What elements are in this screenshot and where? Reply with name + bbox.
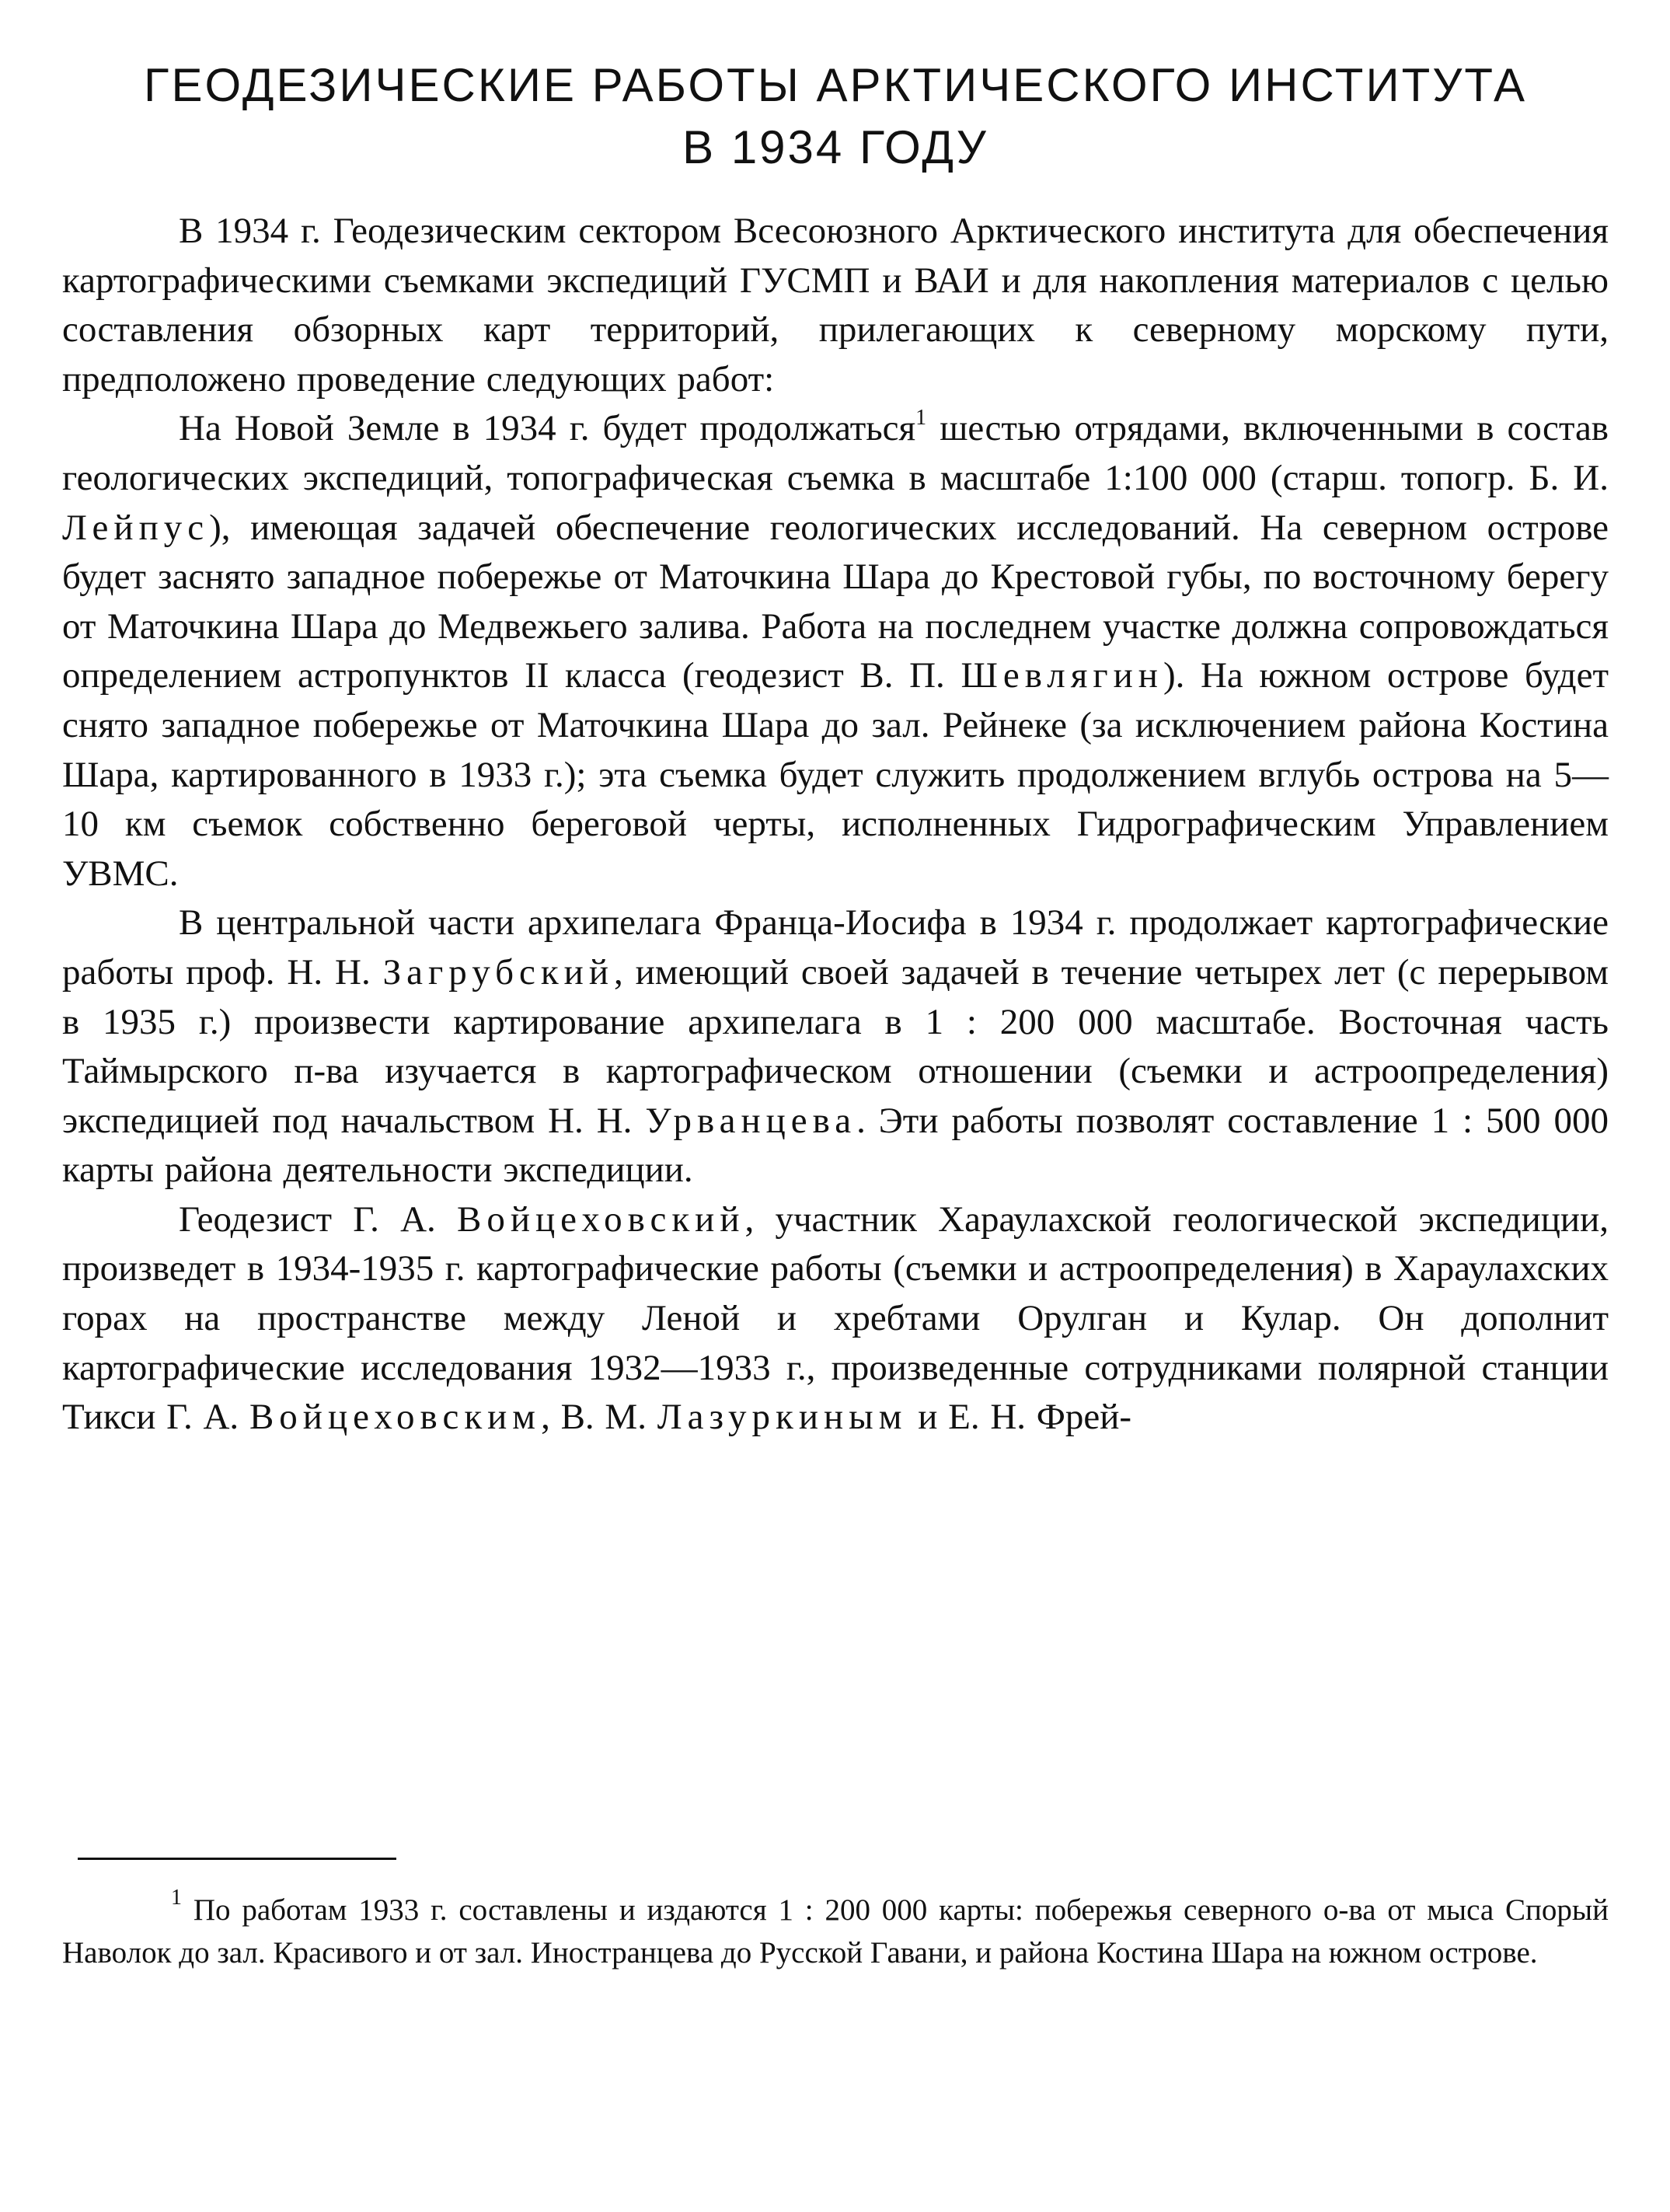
paragraph-4-text-1: Геодезист Г. А.: [179, 1198, 457, 1240]
paragraph-3-text-3: . Эти работы позволят составление 1 : 500 000 карты района деятельности экспедиции.: [62, 1100, 1609, 1191]
footnote: [62, 1886, 1609, 1974]
footnote-divider: [78, 1858, 396, 1860]
paragraph-3-text-2: , имеющий своей задачей в течение четырех лет (с перерывом в 1935 г.) произвести картирование архипелага в 1 : 200 000 масштабе. Восточная часть Таймырского п-ва изучается в картографическом отношении (съемки и астроопределения) экспедицией под начальством Н. Н.: [62, 951, 1609, 1141]
paragraph-4-text-4: и Е. Н. Фрей-: [907, 1397, 1132, 1438]
footnote-text: По работам 1933 г. составлены и издаются 1 : 200 000 карты: побережья северного о-ва от мыса Спорый Наволок до зал. Красивого и от зал. Иностранцева до Русской Гавани, и района Костина Шара на южном острове.: [62, 1893, 1609, 1970]
page: [62, 54, 1609, 1443]
person-name-shevlyagin: Шевлягин: [961, 655, 1163, 696]
person-name-lazurkin: Лазуркиным: [657, 1397, 908, 1438]
paragraph-1: В 1934 г. Геодезическим сектором Всесоюзного Арктического института для обеспечения картографическими съемками экспедиций ГУСМП и ВАИ и для накопления материалов с целью составления обзорных карт территорий, прилегающих к северному морскому пути, предположено проведение следующих работ:: [62, 211, 1609, 399]
paragraph-4: [62, 1195, 1609, 1443]
paragraph-3: [62, 898, 1609, 1195]
footnote-mark: 1: [171, 1886, 182, 1910]
person-name-leipus: Лейпус: [62, 507, 210, 548]
person-name-voitsekhovsky: Войцеховский: [456, 1198, 745, 1240]
footnote-reference: 1: [915, 406, 927, 431]
person-name-urvantsev: Урванцева: [645, 1100, 857, 1141]
article-title: [62, 54, 1609, 179]
title-line-2: В 1934 ГОДУ: [682, 121, 988, 173]
paragraph-2-text-1: На Новой Земле в 1934 г. будет продолжаться: [179, 408, 916, 449]
paragraph-2-text-3: ), имеющая задачей обеспечение геологических исследований. На северном острове будет заснято западное побережье от Маточкина Шара до Крестовой губы, по восточному берегу от Маточкина Шара до Медвежьего залива. Работа на последнем участке должна сопровождаться определением астропунктов II класса (геодезист В. П.: [62, 507, 1609, 696]
paragraph-3-text-1: В центральной части архипелага Франца-Иосифа в 1934 г. продолжает картографические работы проф. Н. Н.: [62, 902, 1609, 993]
article-body: [62, 207, 1609, 1443]
paragraph-4-text-3: , В. М.: [541, 1397, 657, 1438]
paragraph-2: [62, 404, 1609, 898]
person-name-zagrubsky: Загрубский: [382, 951, 614, 993]
person-name-voitsekhovsky-2: Войцеховским: [249, 1397, 542, 1438]
paragraph-2-text-2: шестью отрядами, включенными в состав геологических экспедиций, топографическая съемка в масштабе 1:100 000 (старш. топогр. Б. И.: [62, 408, 1609, 498]
paragraph-2-text-4: ). На южном острове будет снято западное побережье от Маточкина Шара до зал. Рейнеке (за исключением района Костина Шара, картированного в 1933 г.); эта съемка будет служить продолжением вглубь острова на 5—10 км съемок собственно береговой черты, исполненных Гидрографическим Управлением УВМС.: [62, 655, 1609, 894]
paragraph-4-text-2: , участник Хараулахской геологической экспедиции, произведет в 1934-1935 г. картографические работы (съемки и астроопределения) в Хараулахских горах на пространстве между Леной и хребтами Орулган и Кулар. Он дополнит картографические исследования 1932—1933 г., произведенные сотрудниками полярной станции Тикси Г. А.: [62, 1198, 1609, 1438]
title-line-1: ГЕОДЕЗИЧЕСКИЕ РАБОТЫ АРКТИЧЕСКОГО ИНСТИТУТА: [143, 59, 1528, 111]
